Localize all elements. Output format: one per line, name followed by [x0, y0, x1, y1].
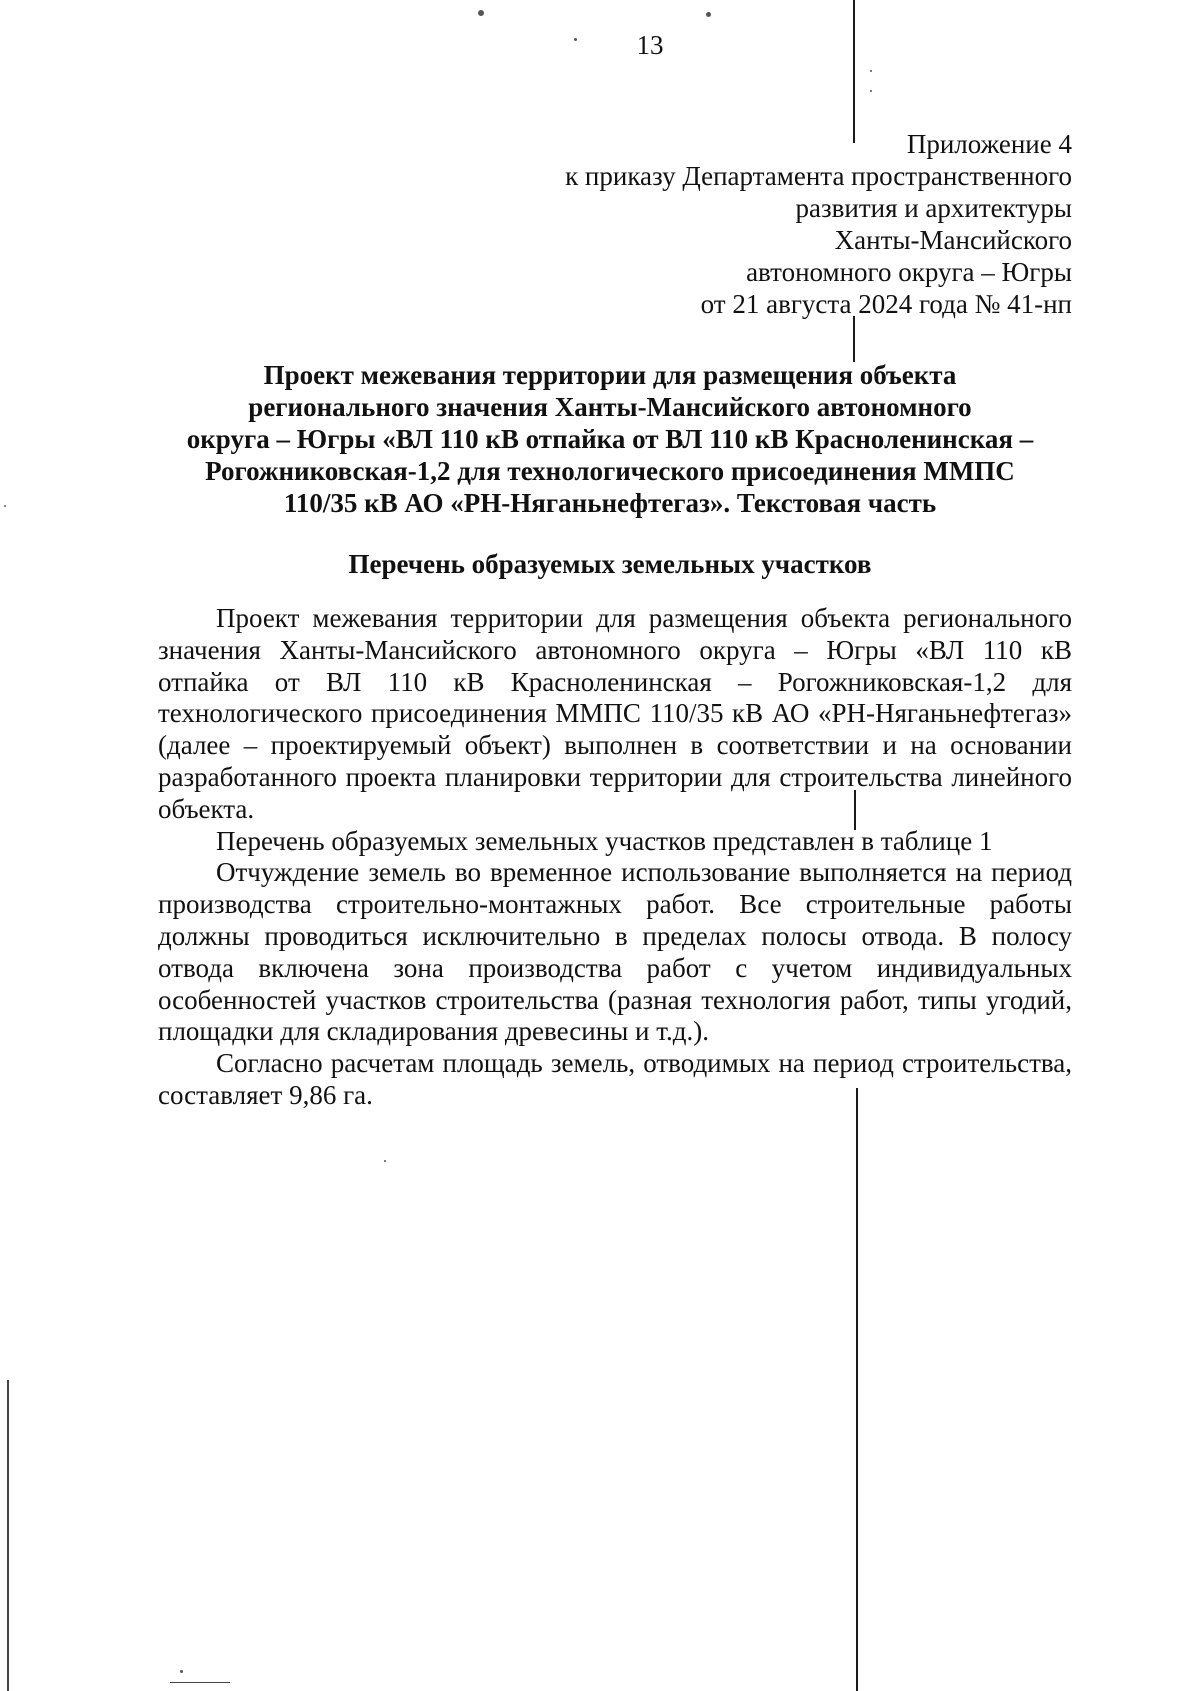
appendix-line: от 21 августа 2024 года № 41-нп — [700, 289, 1072, 319]
page-number: 13 — [636, 30, 664, 60]
scan-artifact-speck — [180, 1670, 183, 1673]
scan-artifact-speck — [706, 12, 711, 17]
scan-artifact-speck — [870, 90, 872, 92]
appendix-line: Приложение 4 — [906, 129, 1072, 159]
title-line: 110/35 кВ АО «РН-Няганьнефтегаз». Текстовая часть — [283, 488, 937, 518]
appendix-line: к приказу Департамента пространственного — [565, 161, 1072, 191]
scan-artifact-line — [856, 1088, 858, 1691]
scan-artifact-speck — [478, 10, 484, 16]
appendix-line: автономного округа – Югры — [746, 257, 1072, 287]
title-line: Рогожниковская-1,2 для технологического присоединения ММПС — [205, 456, 1015, 486]
section-heading: Перечень образуемых земельных участков — [348, 549, 872, 579]
scan-artifact-speck — [870, 70, 872, 72]
paragraph: Отчуждение земель во временное использование выполняется на период производства строительно-монтажных работ. Все строительные работы должны проводиться исключительно в пределах полосы отвода. В полосу отвода включена зона производства работ с учетом индивидуальных особенностей участков строительства (разная технология работ, типы угодий, площадки для складирования древесины и т.д.). — [158, 857, 1072, 1047]
scan-artifact-line — [170, 1682, 230, 1683]
scan-artifact-speck — [4, 505, 6, 507]
scan-artifact-speck — [384, 1160, 386, 1162]
scan-artifact-speck — [574, 38, 577, 41]
paragraph: Согласно расчетам площадь земель, отводимых на период строительства, составляет 9,86 га. — [158, 1048, 1072, 1110]
title-line: округа – Югры «ВЛ 110 кВ отпайка от ВЛ 110 кВ Красноленинская – — [186, 424, 1034, 454]
scan-artifact-line — [853, 316, 855, 362]
appendix-header — [452, 128, 1072, 320]
document-title — [150, 359, 1070, 519]
paragraph: Проект межевания территории для размещения объекта регионального значения Ханты-Мансийского автономного округа – Югры «ВЛ 110 кВ отпайка от ВЛ 110 кВ Красноленинская – Рогожниковская-1,2 для технологического присоединения ММПС 110/35 кВ АО «РН-Няганьнефтегаз» (далее – проектируемый объект) выполнен в соответствии и на основании разработанного проекта планировки территории для строительства линейного объекта. — [158, 603, 1072, 824]
appendix-line: развития и архитектуры — [795, 193, 1072, 223]
appendix-line: Ханты-Мансийского — [834, 225, 1072, 255]
title-line: регионального значения Ханты-Мансийского автономного — [248, 392, 972, 422]
paragraph: Перечень образуемых земельных участков представлен в таблице 1 — [216, 825, 993, 856]
title-line: Проект межевания территории для размещения объекта — [263, 360, 957, 390]
body-text — [158, 603, 1072, 1112]
scan-artifact-line — [853, 0, 855, 143]
scan-artifact-line — [7, 1380, 9, 1691]
